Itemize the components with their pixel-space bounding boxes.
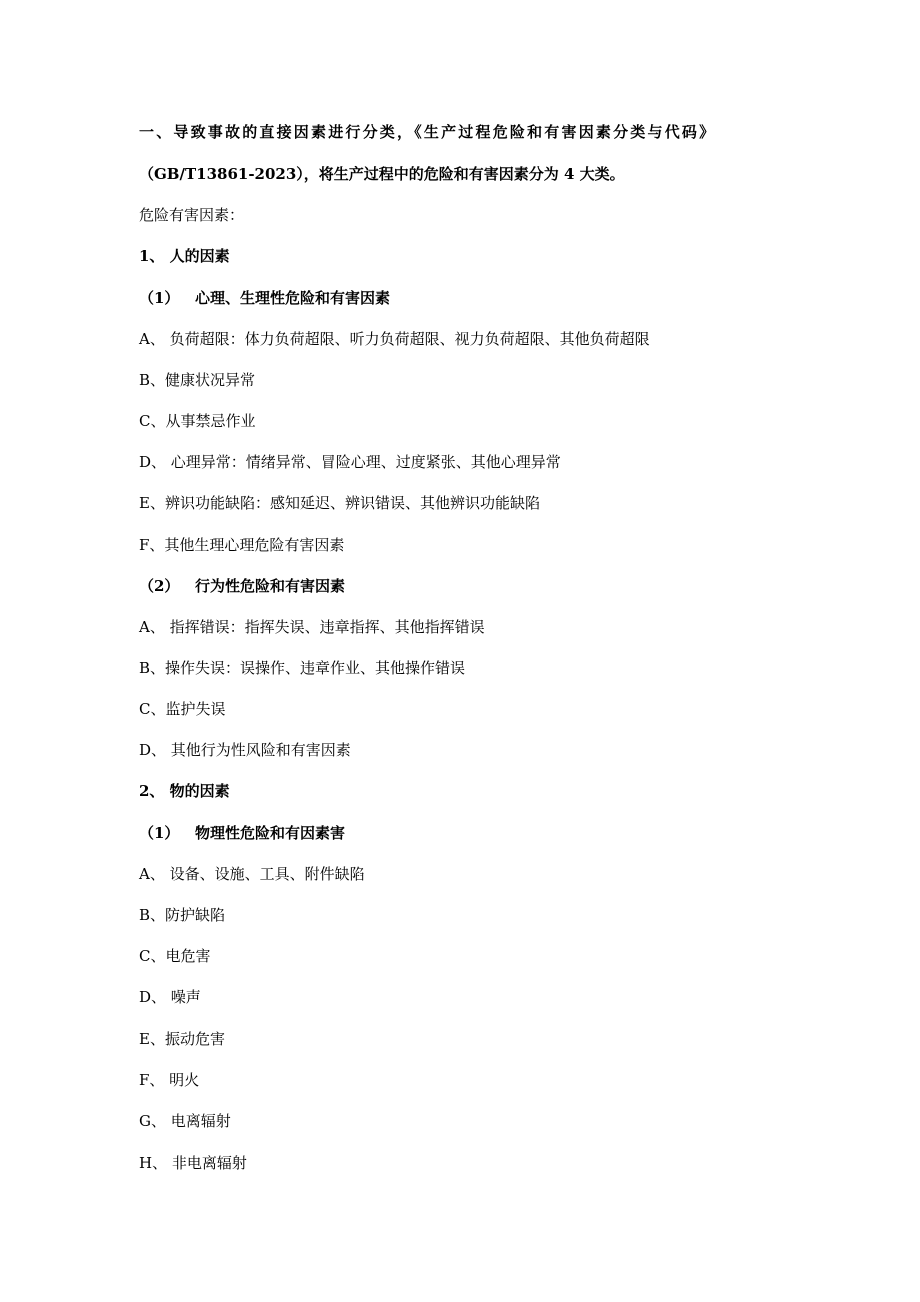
list-item: B、操作失误：误操作、违章作业、其他操作错误 bbox=[139, 659, 466, 677]
subcategory-title: 行为性危险和有害因素 bbox=[195, 577, 346, 595]
subcategory-number: （1） bbox=[139, 824, 180, 842]
subcategory-title: 心理、生理性危险和有害因素 bbox=[195, 289, 391, 307]
subcategory-title: 物理性危险和有因素害 bbox=[195, 824, 346, 842]
subcategory-heading-behavioral bbox=[139, 576, 345, 596]
list-item: A、 负荷超限：体力负荷超限、听力负荷超限、视力负荷超限、其他负荷超限 bbox=[139, 330, 650, 348]
list-item: D、 噪声 bbox=[139, 988, 201, 1006]
list-item: H、 非电离辐射 bbox=[139, 1154, 247, 1172]
subcategory-heading-physical bbox=[139, 823, 345, 843]
list-item: C、电危害 bbox=[139, 947, 211, 965]
heading-line-2: （GB/T13861-2023），将生产过程中的危险和有害因素分为 4 大类。 bbox=[139, 165, 625, 183]
subcategory-number: （2） bbox=[139, 577, 180, 595]
list-item: C、监护失误 bbox=[139, 700, 226, 718]
section-label: 危险有害因素： bbox=[139, 206, 245, 224]
heading-line-1: 一、导致事故的直接因素进行分类，《生产过程危险和有害因素分类与代码》 bbox=[139, 123, 717, 141]
list-item: E、辨识功能缺陷：感知延迟、辨识错误、其他辨识功能缺陷 bbox=[139, 494, 540, 512]
list-item: D、 其他行为性风险和有害因素 bbox=[139, 741, 351, 759]
subcategory-heading-psych-physio bbox=[139, 288, 390, 308]
category-heading-material: 2、 物的因素 bbox=[139, 782, 230, 800]
list-item: F、其他生理心理危险有害因素 bbox=[139, 536, 345, 554]
list-item: E、振动危害 bbox=[139, 1030, 225, 1048]
list-item: D、 心理异常：情绪异常、冒险心理、过度紧张、其他心理异常 bbox=[139, 453, 561, 471]
category-heading-human: 1、 人的因素 bbox=[139, 247, 230, 265]
list-item: A、 设备、设施、工具、附件缺陷 bbox=[139, 865, 365, 883]
list-item: B、防护缺陷 bbox=[139, 906, 226, 924]
list-item: F、 明火 bbox=[139, 1071, 200, 1089]
list-item: C、从事禁忌作业 bbox=[139, 412, 256, 430]
list-item: B、健康状况异常 bbox=[139, 371, 256, 389]
list-item: A、 指挥错误：指挥失误、违章指挥、其他指挥错误 bbox=[139, 618, 485, 636]
list-item: G、 电离辐射 bbox=[139, 1112, 231, 1130]
subcategory-number: （1） bbox=[139, 289, 180, 307]
